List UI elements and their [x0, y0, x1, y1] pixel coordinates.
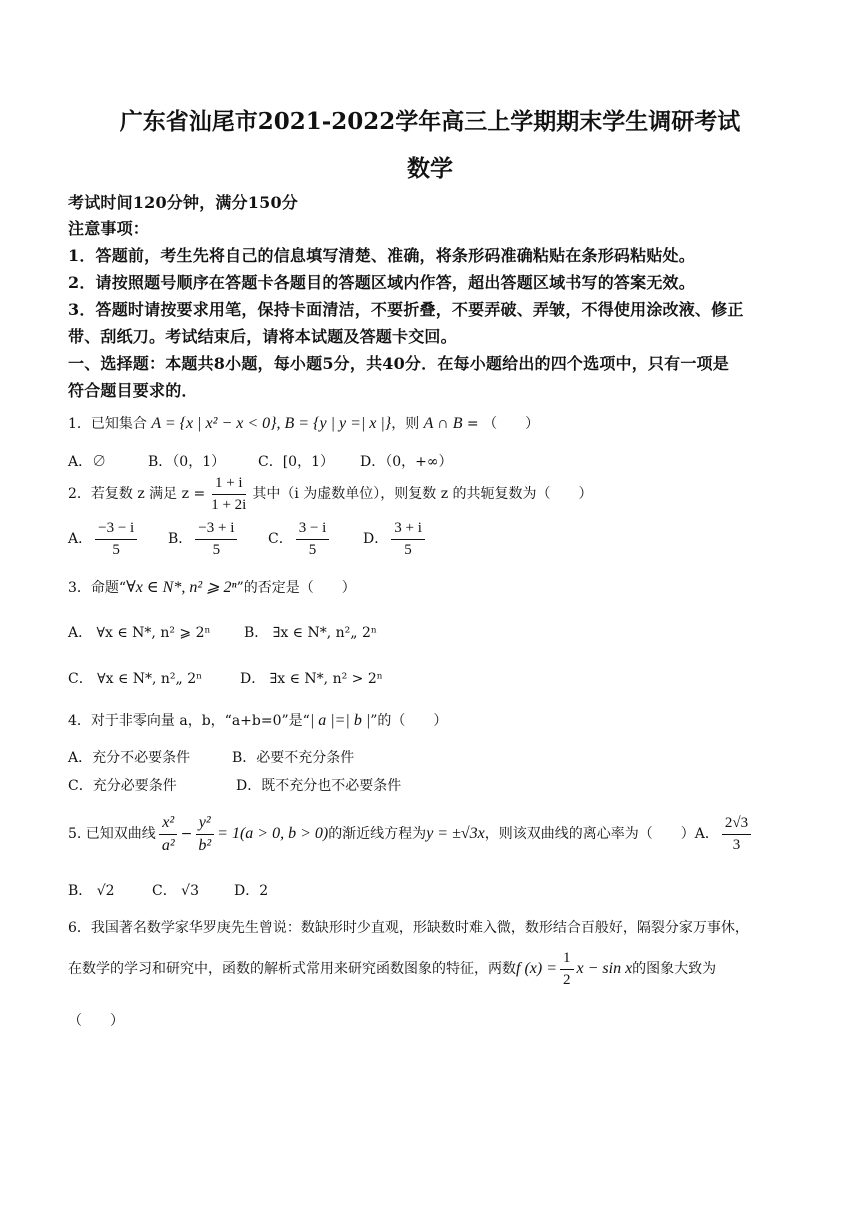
- question-5: 5. 已知双曲线 $\frac{\text{x²}}{\text{a²}}$ − $\frac{\text{y²}}{\text{b²}}$ = 1(a > 0, b > 0)的渐近线方程为y = ±√3x，则该双曲线的离心率为（ ）A． $\frac{2√3}{3}$: [68, 814, 754, 854]
- q3-option-b: B． ∃x ∈ N*, n²„ 2ⁿ: [244, 625, 377, 641]
- question-6-line3: （ ）: [68, 1013, 124, 1029]
- q4-suffix: ”的（ ）: [370, 713, 448, 729]
- notice-item-3-cont: 带、刮纸刀。考试结束后，请将本试题及答题卡交回。: [68, 327, 457, 346]
- q2-numerator: 1 + i: [212, 475, 246, 495]
- q4-options-row1: [68, 747, 354, 767]
- q1-prefix: 1．已知集合: [68, 416, 152, 432]
- q1-suffix: = （ ）: [462, 416, 540, 432]
- q1-option-d: D．（0，+∞）: [360, 454, 453, 470]
- q3-proposition: ∀x ∈ N*, n² ⩾ 2ⁿ: [126, 579, 237, 596]
- q1-options: [68, 451, 453, 471]
- q6-function: f (x) =: [516, 960, 557, 977]
- q1-option-a: A．∅: [68, 454, 107, 470]
- notice-item-1: 1．答题前，考生先将自己的信息填写清楚、准确，将条形码准确粘贴在条形码粘贴处。: [68, 246, 695, 265]
- notice-item-3: 3．答题时请按要求用笔，保持卡面清洁，不要折叠，不要弄破、弄皱，不得使用涂改液、修正: [68, 300, 744, 319]
- q2-option-c: C． $\frac{3 - i}{5}$: [268, 520, 363, 558]
- q3-option-c: C． ∀x ∈ N*, n²„ 2ⁿ: [68, 671, 203, 687]
- q2-options: [68, 520, 428, 558]
- q3-options-row1: [68, 622, 377, 642]
- notice-item-2: 2．请按照题号顺序在答题卡各题目的答题区域内作答，超出答题区域书写的答案无效。: [68, 273, 695, 292]
- q2-option-b: B． $\frac{-3 + i}{5}$: [168, 520, 268, 558]
- q4-magnitude: | a |=| b |: [309, 712, 371, 729]
- q5-option-d: D．2: [234, 883, 269, 899]
- q3-option-a: A． ∀x ∈ N*, n² ⩾ 2ⁿ: [68, 625, 211, 641]
- q2-prefix: 2．若复数 z 满足 z =: [68, 486, 206, 502]
- q5-options: [68, 880, 268, 900]
- q3-prefix: 3．命题“: [68, 580, 127, 596]
- question-2: [68, 475, 593, 513]
- notice-heading: 注意事项：: [68, 219, 150, 238]
- q5-option-c: C． √3: [152, 883, 199, 899]
- question-4: [68, 710, 447, 730]
- subject-title: 数学: [407, 155, 453, 182]
- q5-option-b: B． √2: [68, 883, 115, 899]
- q5-prefix: 5. 已知双曲线: [68, 826, 156, 843]
- q2-denominator: 1 + 2i: [211, 496, 247, 513]
- q2-option-d: D． $\frac{3 + i}{5}$: [363, 520, 428, 558]
- q3-option-d: D． ∃x ∈ N*, n² > 2ⁿ: [240, 671, 383, 687]
- q4-option-a: A．充分不必要条件: [68, 750, 191, 766]
- q1-option-c: C．[0，1）: [258, 454, 334, 470]
- q4-option-b: B．必要不充分条件: [232, 750, 355, 766]
- q1-mid: ，则: [391, 416, 424, 432]
- exam-info: 考试时间120分钟，满分150分: [68, 193, 298, 212]
- section-heading-cont: 符合题目要求的．: [68, 381, 198, 400]
- q3-suffix: ”的否定是（ ）: [236, 580, 356, 596]
- q1-sets: A = {x | x² − x < 0}, B = {y | y =| x |}: [151, 415, 392, 432]
- exam-title: 广东省汕尾市2021-2022学年高三上学期期末学生调研考试: [119, 108, 741, 135]
- q1-intersection: A ∩ B: [423, 415, 463, 432]
- q3-options-row2: [68, 668, 383, 688]
- q5-asymptote: y = ±√3x: [426, 825, 485, 843]
- q2-option-a: A． $\frac{-3 - i}{5}$: [68, 520, 168, 558]
- question-3: [68, 577, 356, 597]
- section-heading: 一、选择题：本题共8小题，每小题5分，共40分．在每小题给出的四个选项中，只有一项是: [68, 354, 729, 373]
- q5-option-a: $\frac{2√3}{3}$: [722, 815, 751, 853]
- question-1: [68, 413, 539, 433]
- q1-option-b: B．（0，1）: [148, 454, 226, 470]
- q5-condition: = 1(a > 0, b > 0): [217, 825, 329, 843]
- question-6-line1: 6．我国著名数学家华罗庚先生曾说：数缺形时少直观，形缺数时难入微，数形结合百般好，隔裂分家万事休，: [68, 920, 749, 936]
- q4-text: 4．对于非零向量 a，b，“a+b=0”是“: [68, 713, 310, 729]
- q4-option-d: D．既不充分也不必要条件: [236, 778, 402, 794]
- question-6-line2: 在数学的学习和研究中，函数的解析式常用来研究函数图象的特征，两数f (x) = $\frac{1}{2}$ x − sin x的图象大致为: [68, 950, 717, 988]
- q2-suffix: 其中（i 为虚数单位），则复数 z 的共轭复数为（ ）: [252, 486, 593, 502]
- q4-options-row2: [68, 775, 401, 795]
- q4-option-c: C．充分必要条件: [68, 778, 177, 794]
